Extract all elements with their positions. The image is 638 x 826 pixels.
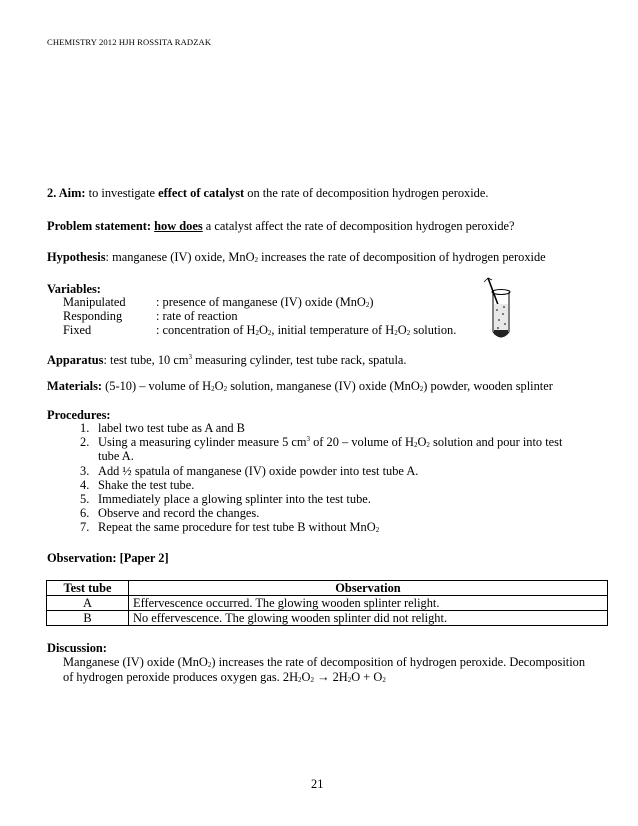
test-tube-illustration	[478, 276, 528, 342]
step-number: 7.	[80, 520, 90, 534]
observation-table	[46, 580, 608, 626]
page-header: CHEMISTRY 2012 HJH ROSSITA RADZAK	[47, 37, 212, 47]
discussion-sub: 2	[310, 676, 314, 684]
discussion-label: Discussion:	[47, 641, 107, 655]
discussion-line-2	[63, 670, 386, 684]
procedure-step	[80, 478, 194, 492]
step-text: Observe and record the changes.	[98, 506, 260, 520]
apparatus-text-end: measuring cylinder, test tube rack, spatula.	[191, 353, 407, 367]
step-text: solution and pour into test	[429, 435, 563, 449]
discussion-sub: 2	[298, 676, 302, 684]
variable-value: , initial temperature of H	[271, 323, 395, 337]
procedure-step	[80, 492, 371, 506]
step-sup: 3	[306, 435, 311, 443]
step-number: 1.	[80, 421, 90, 435]
column-header: Observation	[129, 581, 608, 596]
table-cell: Effervescence occurred. The glowing wooden splinter relight.	[129, 596, 608, 611]
step-sub: 2	[375, 526, 380, 534]
table-cell: No effervescence. The glowing wooden splinter did not relight.	[129, 611, 608, 626]
variables-label: Variables:	[47, 282, 101, 296]
step-sub: 2	[426, 441, 430, 449]
table-cell: B	[47, 611, 129, 626]
procedure-step-continuation: tube A.	[98, 449, 134, 463]
discussion-sub: 2	[207, 661, 212, 669]
discussion-text: O	[301, 670, 311, 684]
aim-label: 2. Aim:	[47, 186, 86, 200]
aim-bold-text: effect of catalyst	[158, 186, 245, 200]
table-row	[47, 596, 608, 611]
variable-value: )	[369, 295, 374, 309]
procedure-step	[80, 464, 418, 478]
discussion-line-1	[63, 655, 585, 669]
discussion-text: Manganese (IV) oxide (MnO	[63, 655, 208, 669]
page-number: 21	[311, 777, 324, 791]
hypothesis-label: Hypothesis	[47, 250, 106, 264]
materials-sub: 2	[211, 385, 215, 393]
variable-manipulated	[63, 295, 374, 309]
step-number: 4.	[80, 478, 90, 492]
step-number: 5.	[80, 492, 90, 506]
variable-key: Responding	[63, 309, 123, 323]
variable-value: : rate of reaction	[156, 309, 238, 323]
step-text: O	[417, 435, 427, 449]
discussion-text: O + O	[351, 670, 383, 684]
variable-value: O	[258, 323, 268, 337]
materials-text: O	[214, 379, 224, 393]
variable-sub: 2	[365, 301, 370, 309]
step-text: Immediately place a glowing splinter into the test tube.	[98, 492, 371, 506]
apparatus-sup: 3	[188, 353, 192, 361]
observation-label: Observation: [Paper 2]	[47, 551, 169, 565]
discussion-text: of hydrogen peroxide produces oxygen gas. 2H	[63, 670, 299, 684]
procedure-step	[80, 435, 562, 449]
aim-line	[47, 186, 488, 200]
procedure-step	[80, 506, 259, 520]
problem-underlined: how does	[154, 219, 203, 233]
step-text: Shake the test tube.	[98, 478, 195, 492]
discussion-sub: 2	[382, 676, 386, 684]
discussion-text: ) increases the rate of decomposition of hydrogen peroxide. Decomposition	[211, 655, 586, 669]
step-text: Repeat the same procedure for test tube B without MnO	[98, 520, 376, 534]
procedures-label: Procedures:	[47, 408, 111, 422]
discussion-sub: 2	[347, 676, 352, 684]
step-number: 2.	[80, 435, 90, 449]
variable-sub: 2	[255, 329, 259, 337]
variable-key: Manipulated	[63, 295, 126, 309]
variable-sub: 2	[267, 329, 272, 337]
problem-statement-line	[47, 219, 515, 233]
variable-sub: 2	[406, 329, 411, 337]
variable-key: Fixed	[63, 323, 92, 337]
step-text: of 20 – volume of H	[310, 435, 414, 449]
procedure-step	[80, 421, 245, 435]
apparatus-label: Apparatus	[47, 353, 104, 367]
hypothesis-text-end: increases the rate of decomposition of hydrogen peroxide	[258, 250, 546, 264]
step-text: Add ½ spatula of manganese (IV) oxide powder into test tube A.	[98, 464, 419, 478]
materials-text: (5-10) – volume of H	[102, 379, 212, 393]
arrow-icon: →	[317, 670, 330, 684]
step-sub: 2	[413, 441, 418, 449]
discussion-text: 2H	[329, 670, 348, 684]
aim-text: to investigate	[85, 186, 159, 200]
materials-sub: 2	[223, 385, 228, 393]
problem-text: a catalyst affect the rate of decomposition hydrogen peroxide?	[202, 219, 515, 233]
variable-value: : concentration of H	[156, 323, 256, 337]
materials-text: ) powder, wooden splinter	[423, 379, 553, 393]
variable-fixed	[63, 323, 456, 337]
hypothesis-line	[47, 250, 546, 264]
variable-value: O	[397, 323, 407, 337]
apparatus-text: : test tube, 10 cm	[103, 353, 189, 367]
step-number: 3.	[80, 464, 90, 478]
step-text: Using a measuring cylinder measure 5 cm	[98, 435, 307, 449]
problem-label: Problem statement:	[47, 219, 152, 233]
materials-label: Materials:	[47, 379, 103, 393]
variable-value: : presence of manganese (IV) oxide (MnO	[156, 295, 366, 309]
table-header-row	[47, 581, 608, 596]
materials-text: solution, manganese (IV) oxide (MnO	[227, 379, 420, 393]
hypothesis-text: : manganese (IV) oxide, MnO	[105, 250, 255, 264]
materials-line	[47, 379, 553, 393]
materials-sub: 2	[419, 385, 424, 393]
variable-responding	[63, 309, 238, 323]
table-cell: A	[47, 596, 129, 611]
variable-value: solution.	[410, 323, 457, 337]
procedure-step	[80, 520, 379, 534]
column-header: Test tube	[47, 581, 129, 596]
hypothesis-sub: 2	[254, 256, 259, 264]
variable-sub: 2	[394, 329, 398, 337]
step-text: label two test tube as A and B	[98, 421, 245, 435]
apparatus-line	[47, 353, 407, 367]
aim-text-end: on the rate of decomposition hydrogen peroxide.	[244, 186, 489, 200]
step-number: 6.	[80, 506, 90, 520]
table-row	[47, 611, 608, 626]
